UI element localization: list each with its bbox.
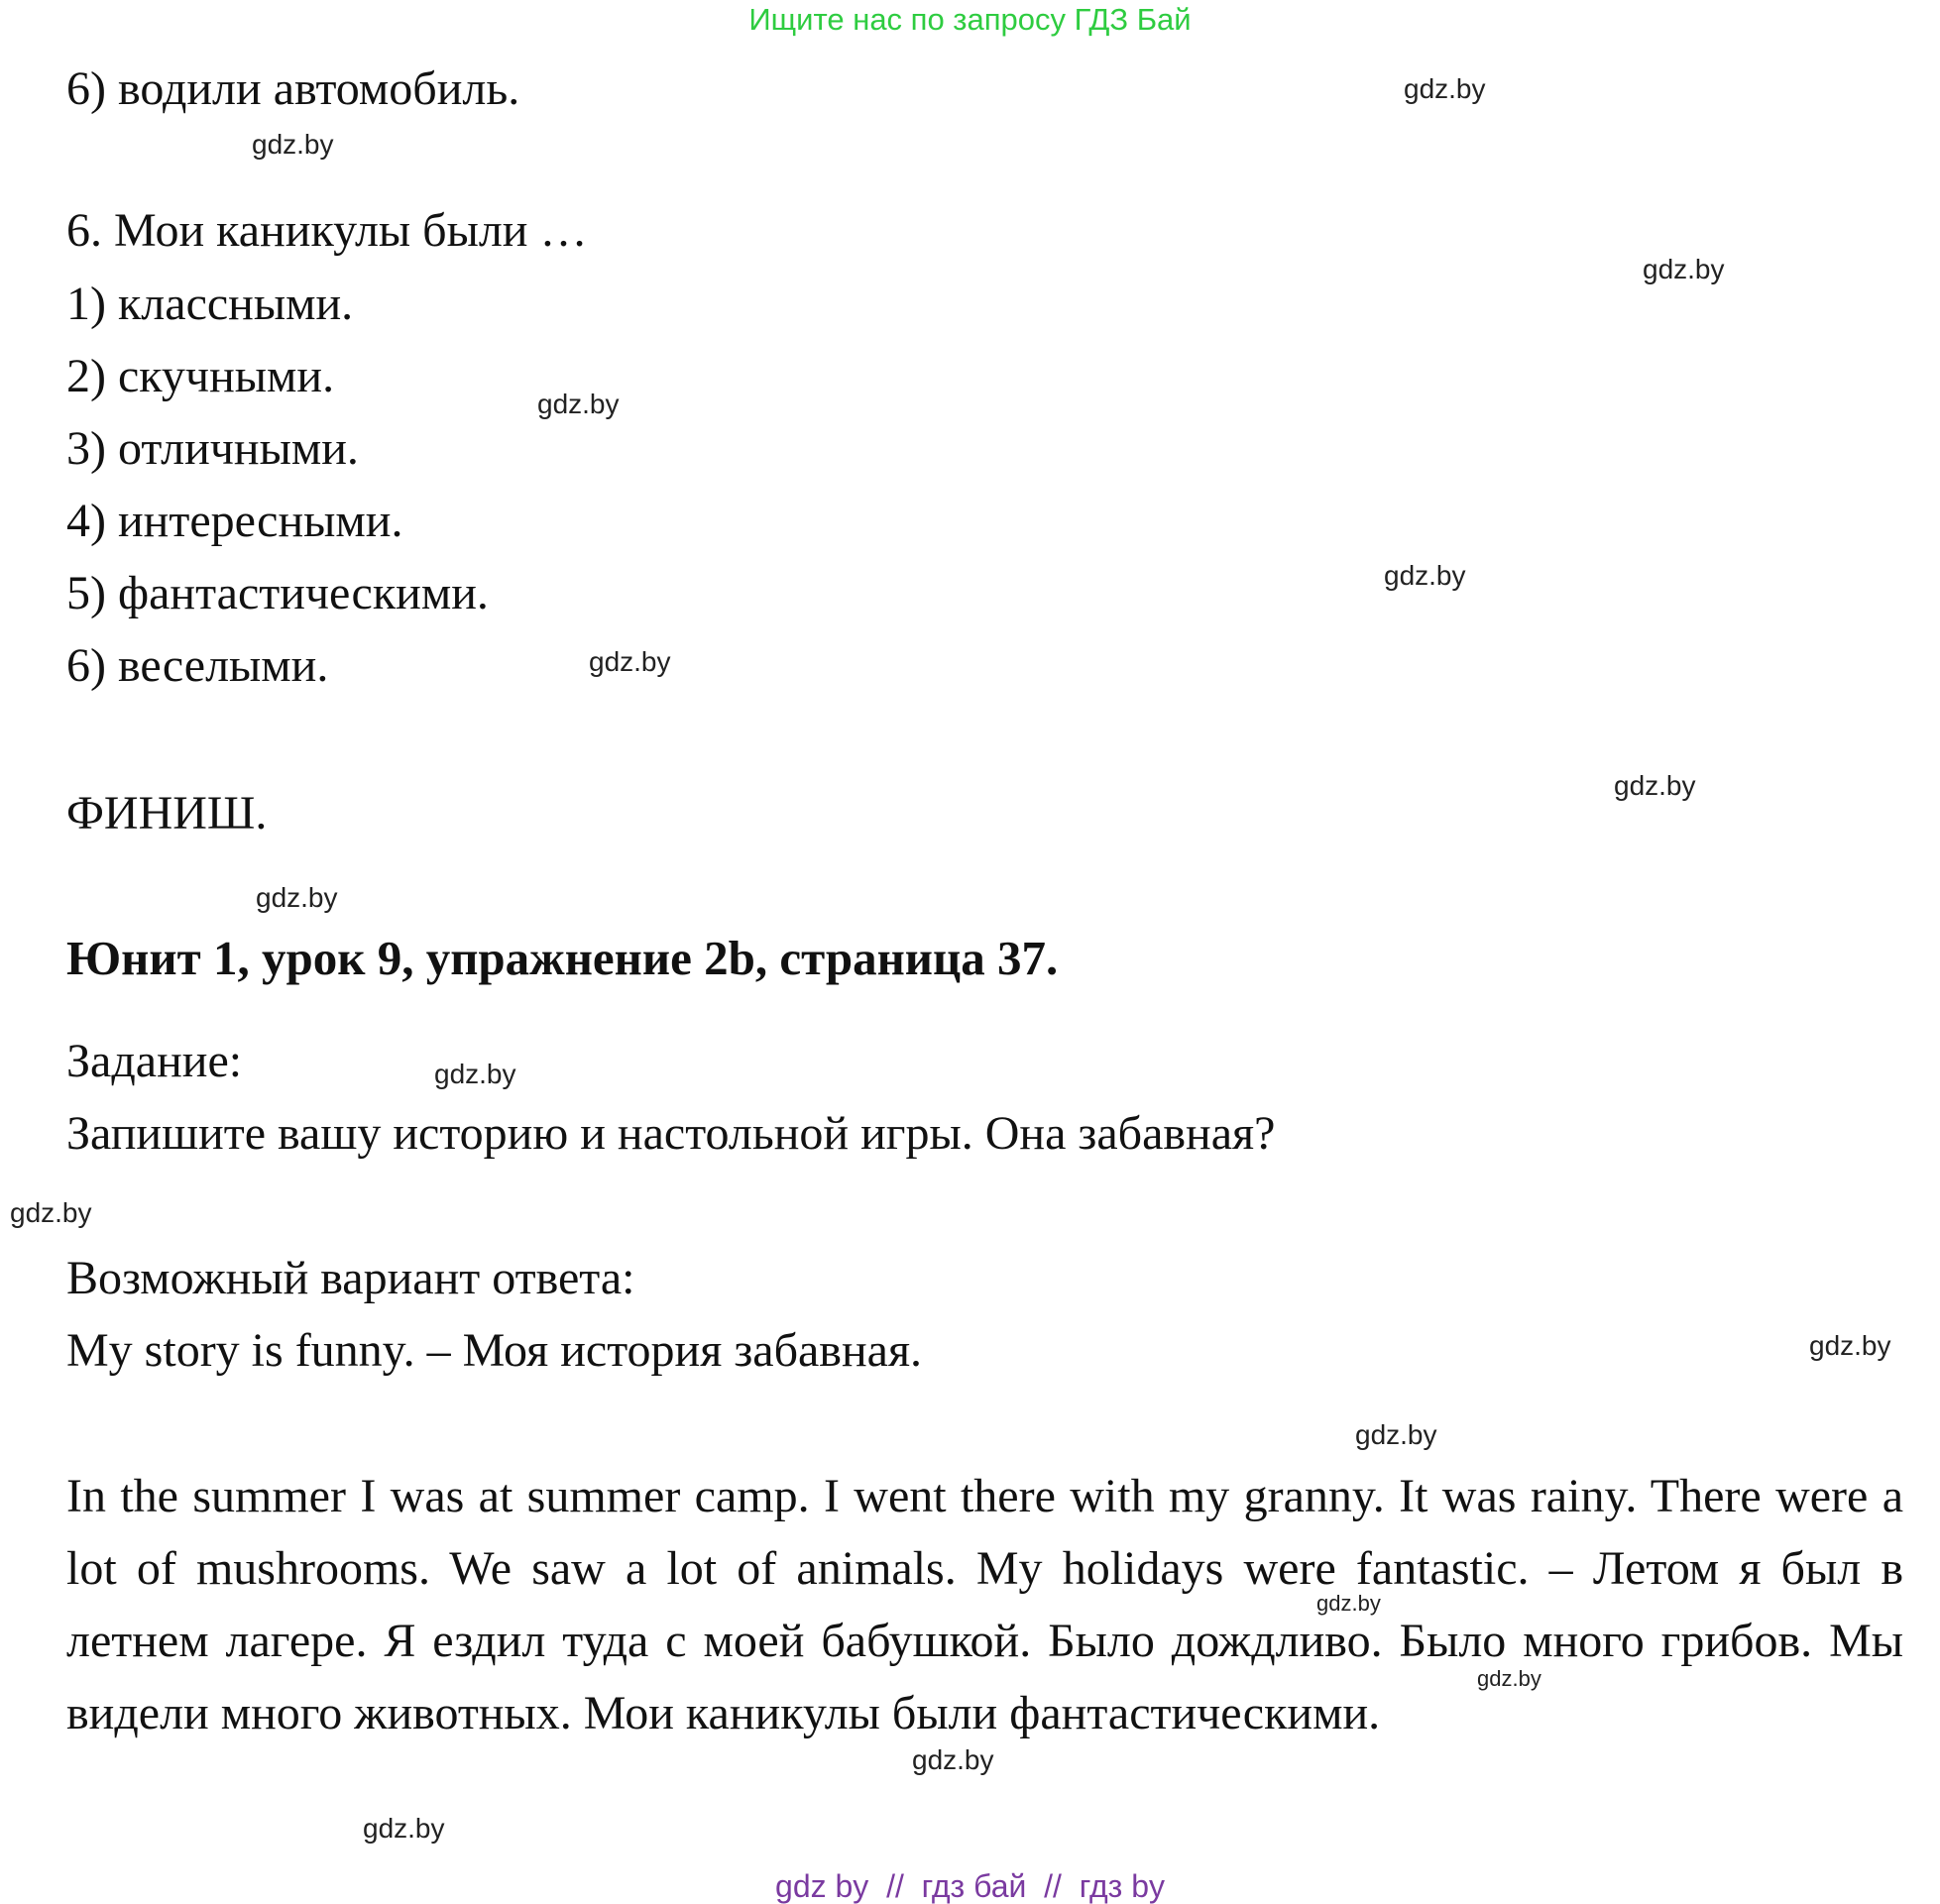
watermark: gdz.by bbox=[1316, 1591, 1381, 1616]
story-paragraph: In the summer I was at summer camp. I went there with my granny. It was rainy. There were a lot of mushrooms. We saw a lot of animals. My holidays were fantastic. – Летом я был в летнем лагере. Я ездил туда с моей бабушкой. Было дождливо. Было много грибов. Мы видели много животных. Мои каникулы были фантастическими. bbox=[66, 1470, 1903, 1739]
option-item: 2) скучными. bbox=[66, 350, 335, 402]
answer-line: My story is funny. – Моя история забавная. bbox=[66, 1324, 923, 1377]
watermark: gdz.by bbox=[912, 1744, 994, 1775]
watermark: gdz.by bbox=[1643, 254, 1725, 284]
task-label: Задание: bbox=[66, 1035, 243, 1087]
watermark: gdz.by bbox=[1614, 770, 1696, 801]
exercise-heading: Юнит 1, урок 9, упражнение 2b, страница 37. bbox=[66, 931, 1059, 985]
watermark: gdz.by bbox=[363, 1813, 445, 1844]
option-item: 5) фантастическими. bbox=[66, 567, 489, 619]
watermark: gdz.by bbox=[1355, 1419, 1437, 1450]
watermark: gdz.by bbox=[252, 129, 334, 160]
top-banner: Ищите нас по запросу ГДЗ Бай bbox=[748, 2, 1192, 37]
option-item: 4) интересными. bbox=[66, 495, 403, 547]
answer-label: Возможный вариант ответа: bbox=[66, 1252, 635, 1304]
finish-text: ФИНИШ. bbox=[66, 787, 268, 840]
watermark: gdz.by bbox=[1384, 560, 1466, 591]
option-item: 3) отличными. bbox=[66, 422, 359, 475]
list-item-driving: 6) водили автомобиль. bbox=[66, 62, 520, 115]
option-item: 6) веселыми. bbox=[66, 639, 329, 692]
footer-watermark: gdz by // гдз бай // гдз by bbox=[775, 1868, 1165, 1904]
task-text: Запишите вашу историю и настольной игры. Она забавная? bbox=[66, 1107, 1276, 1160]
watermark: gdz.by bbox=[1477, 1666, 1541, 1691]
option-item: 1) классными. bbox=[66, 278, 354, 330]
watermark: gdz.by bbox=[256, 882, 338, 913]
watermark: gdz.by bbox=[537, 389, 620, 419]
watermark: gdz.by bbox=[1404, 73, 1486, 104]
watermark: gdz.by bbox=[589, 646, 671, 677]
watermark: gdz.by bbox=[1809, 1330, 1891, 1361]
watermark: gdz.by bbox=[434, 1059, 516, 1089]
question-title: 6. Мои каникулы были … bbox=[66, 204, 588, 257]
watermark: gdz.by bbox=[10, 1197, 92, 1228]
